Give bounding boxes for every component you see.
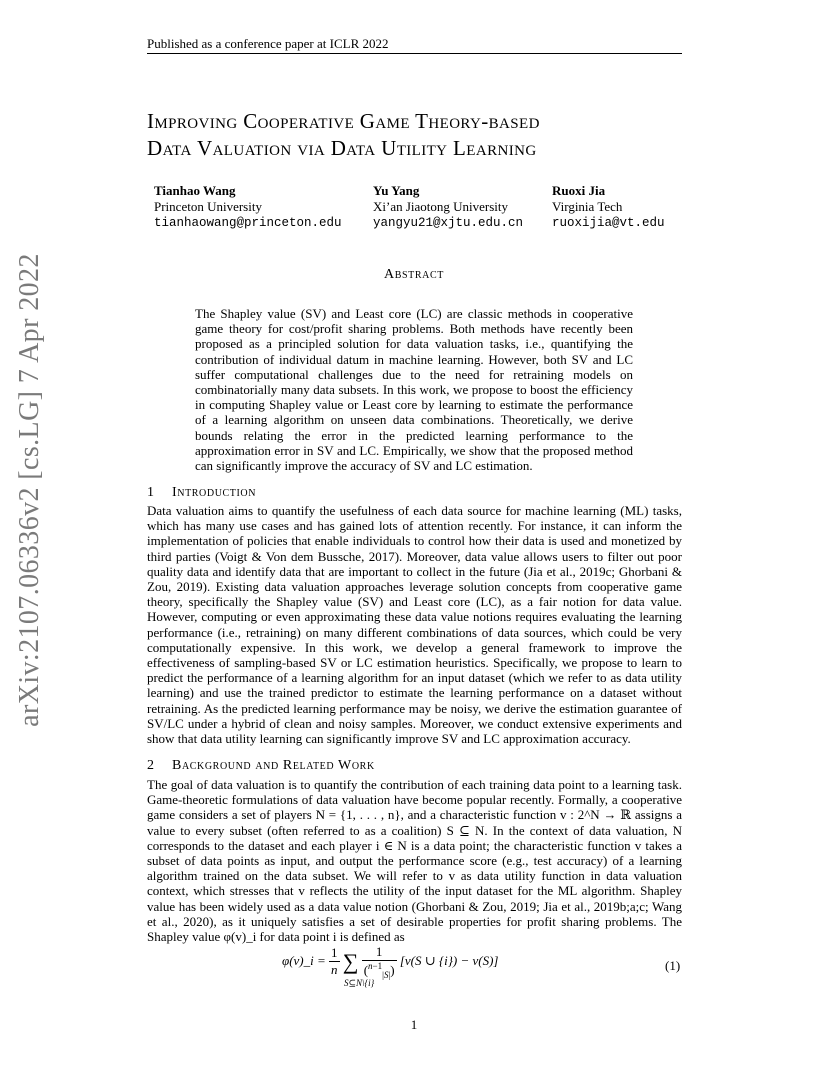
title-line-2: Data Valuation via Data Utility Learning <box>147 136 537 160</box>
author-block-1 <box>154 183 342 231</box>
abstract-text: The Shapley value (SV) and Least core (LC) are classic methods in cooperative game theory for cost/profit sharing problems. Both methods have recently been proposed as a principled solution for data valuation tasks, i.e., quantifying the contribution of individual datum in machine learning. However, both SV and LC suffer computational challenges due to the need for retraining models on combinatorially many data subsets. In this work, we propose to boost the efficiency in computing Shapley value or Least core by learning to estimate the performance of a learning algorithm on unseen data combinations. Theoretically, we derive bounds relating the error in the predicted learning performance to the approximation error in SV and LC. Empirically, we show that the proposed method can significantly improve the accuracy of SV and LC estimation. <box>195 306 633 474</box>
background-text: The goal of data valuation is to quantify the contribution of each training data point to a learning task. Game-theoretic formulations of data valuation have become popular recently. Formally, a cooperative game considers a set of players N = {1, . . . , n}, and a characteristic function v : 2^N → ℝ assigns a value to every subset (often referred to as a coalition) S ⊆ N. In the context of data valuation, N corresponds to the dataset and each player i ∈ N is a data point; the characteristic function v takes a subset of data points as input, and output the performance score (e.g., test accuracy) of a learning algorithm trained on the data subset. We will refer to v as data utility function in data valuation context, which stresses that v reflects the utility of the input dataset for the ML algorithm. Shapley value has been widely used as a data value notion (Ghorbani & Zou, 2019; Jia et al., 2019b;a;c; Wang et al., 2020), as it uniquely satisfies a set of desirable properties for profit sharing problems. The Shapley value φ(v)_i for data point i is defined as <box>147 777 682 945</box>
equation-body: [v(S ∪ {i}) − v(S)] <box>399 952 499 968</box>
sum-subscript: S⊆N\{i} <box>344 978 375 988</box>
arxiv-identifier: arXiv:2107.06336v2 [cs.LG] 7 Apr 2022 <box>14 253 45 727</box>
author-email[interactable]: yangyu21@xjtu.edu.cn <box>373 216 524 230</box>
author-affiliation: Princeton University <box>154 199 262 214</box>
author-affiliation: Xi’an Jiaotong University <box>373 199 509 214</box>
section-heading-background <box>147 758 375 774</box>
author-name: Yu Yang <box>373 183 420 198</box>
author-email[interactable]: ruoxijia@vt.edu <box>552 216 665 230</box>
section-title: Introduction <box>172 485 257 500</box>
equation-fraction-binomial: $\frac{1}{(^{n-1}_{|S|})}$ <box>363 944 395 980</box>
author-block-2 <box>373 183 523 231</box>
shapley-equation <box>282 944 499 988</box>
author-block-3 <box>552 183 665 231</box>
equation-fraction-1-over-n: $\frac{1}{n}$ <box>331 945 338 978</box>
author-email[interactable]: tianhaowang@princeton.edu <box>154 216 342 230</box>
abstract-heading: Abstract <box>384 267 444 282</box>
author-name: Ruoxi Jia <box>552 183 606 198</box>
equation-number: (1) <box>665 958 681 973</box>
page-number: 1 <box>410 1017 418 1032</box>
author-affiliation: Virginia Tech <box>552 199 623 214</box>
section-number: 2 <box>147 758 155 773</box>
section-heading-introduction <box>147 485 256 501</box>
section-title: Background and Related Work <box>172 758 375 773</box>
sum-symbol: ∑ <box>342 948 359 974</box>
equation-lhs: φ(v)_i = <box>282 952 326 968</box>
running-header: Published as a conference paper at ICLR 2022 <box>147 36 389 51</box>
author-name: Tianhao Wang <box>154 183 236 198</box>
introduction-text: Data valuation aims to quantify the usefulness of each data source for machine learning (ML) tasks, which has many use cases and has gained lots of attention recently. For instance, it can inform the implementation of policies that enable individuals to control how their data is used and monetized by third parties (Voigt & Von dem Bussche, 2017). Moreover, data value allows users to filter out poor quality data and identify data that are important to collect in the future (Jia et al., 2019c; Ghorbani & Zou, 2019). Existing data valuation approaches leverage solution concepts from cooperative game theory, specifically the Shapley value (SV) and Least core (LC), as a fair notion for data value. However, computing or even approximating these data value notions requires evaluating the learning performance (i.e., retraining) on many different combinations of data sources, which could be very computationally expensive. In this work, we develop a general framework to improve the effectiveness of sampling-based SV or LC estimation heuristics. Specifically, we propose to learn to predict the performance of a learning algorithm for an input dataset (which we refer to as data utility learning) and use the trained predictor to estimate the learning performance on a dataset without retraining. As the predicted learning performance may be noisy, we derive the estimation guarantee of SV/LC under a hybrid of clean and noisy samples. Moreover, we conduct extensive experiments and show that data utility learning can significantly improve SV and LC approximation accuracy. <box>147 503 682 747</box>
paper-title <box>147 108 707 162</box>
title-line-1: Improving Cooperative Game Theory-based <box>147 109 540 133</box>
arxiv-watermark <box>0 253 60 727</box>
section-number: 1 <box>147 485 155 500</box>
header-rule <box>147 53 682 54</box>
